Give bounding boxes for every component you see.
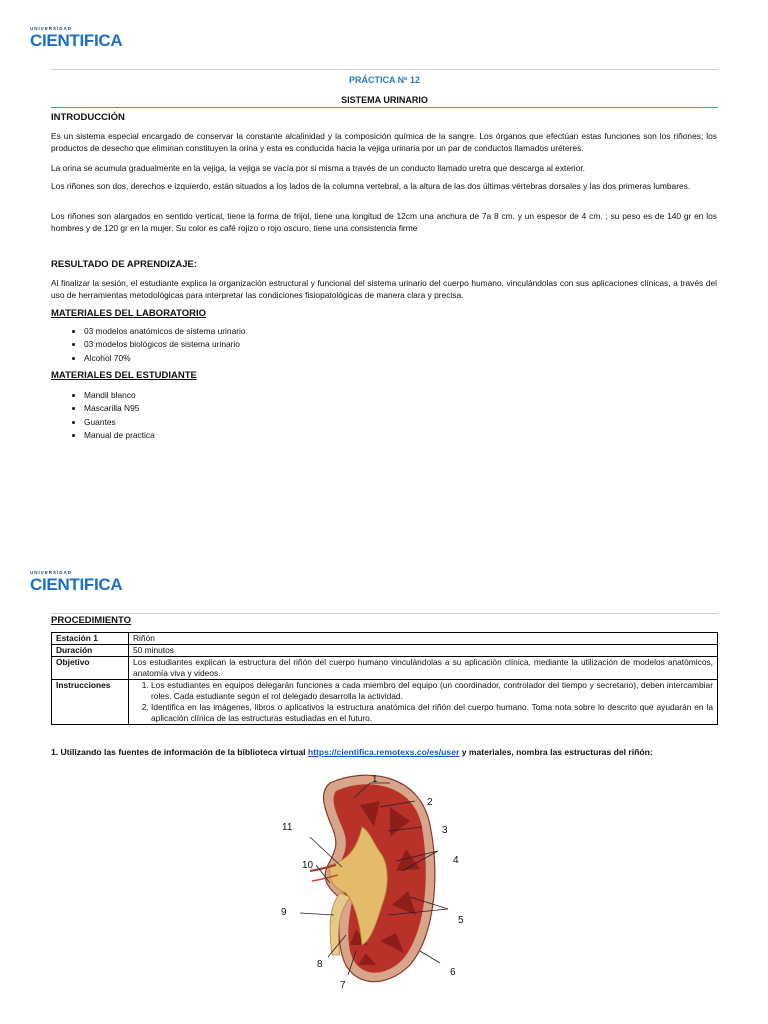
label-5: 5	[458, 915, 464, 926]
table-value: Riñón	[129, 633, 718, 645]
procedure-table	[51, 632, 718, 725]
list-item: • Alcohol 70%	[84, 352, 246, 365]
materiales-estudiante-heading: MATERIALES DEL ESTUDIANTE	[51, 370, 197, 381]
materiales-estudiante-list	[51, 389, 155, 442]
title-divider	[51, 107, 718, 108]
intro-paragraph-3: Los riñones son dos, derechos e izquierdo, están situados a los lados de la columna vertebral, a la altura de las dos últimas vértebras dorsales y las dos primeras lumbares.	[51, 181, 691, 191]
list-item: • Guantes	[84, 416, 155, 429]
label-10: 10	[302, 860, 314, 871]
instruction-item: 1. Los estudiantes en equipos delegarán funciones a cada miembro del equipo (un coordinador, controlador del tiempo y secretario), deben intercambiar roles. Cada estudiante según el rol delegado desarrolla la actividad.	[151, 680, 713, 702]
table-value: 50 minutos	[129, 645, 718, 657]
logo-name: CIENTIFICA	[30, 30, 123, 50]
label-6: 6	[450, 967, 456, 978]
question-1: 1. Utilizando las fuentes de información de la biblioteca virtual https://cientifica.remotexs.co/es/user y materiales, nombra las estructuras del riñón:	[51, 747, 653, 757]
materiales-lab-heading: MATERIALES DEL LABORATORIO	[51, 308, 206, 319]
label-7: 7	[340, 980, 346, 990]
intro-paragraph-1: Es un sistema especial encargado de conservar la constante alcalinidad y la composición química de la sangre. Los órganos que efectúan estas funciones son los riñones; los productos de desecho que eliminan constituyen la orina y esta es conducida hacia la vejiga urinaria por un par de conductos llamados uréteres.	[51, 131, 717, 154]
table-key: Instrucciones	[52, 680, 129, 725]
table-key: Estación 1	[52, 633, 129, 645]
list-item: • 03 modelos biológicos de sistema urinario	[84, 338, 246, 351]
instruction-item: 2. Identifica en las imágenes, libros o aplicativos la estructura anatómica del riñón del cuerpo humano. Toma nota sobre lo descrito que ayudarán en la aplicación clínica de las estructuras estudiadas en el futuro.	[151, 702, 713, 724]
table-row	[52, 657, 718, 680]
table-row	[52, 633, 718, 645]
biblioteca-link[interactable]: https://cientifica.remotexs.co/es/user	[307, 747, 460, 757]
list-item: • Mascarilla N95	[84, 402, 155, 415]
resultado-heading: RESULTADO DE APRENDIZAJE:	[51, 259, 198, 270]
logo-name: CIENTIFICA	[30, 574, 123, 594]
table-value: Los estudiantes explican la estructura del riñón del cuerpo humano vinculándolas a su aplicación clínica, mediante la utilización de modelos anatómicos, anatomía viva y videos.	[129, 657, 718, 680]
list-item: • Manual de practica	[84, 429, 155, 442]
table-row	[52, 645, 718, 657]
practice-title: SISTEMA URINARIO	[341, 95, 428, 105]
label-9: 9	[281, 907, 287, 918]
label-2: 2	[427, 797, 433, 808]
header-divider	[51, 69, 718, 70]
list-item: • Mandil blanco	[84, 389, 155, 402]
label-1: 1	[372, 774, 378, 785]
table-key: Duración	[52, 645, 129, 657]
intro-paragraph-4: Los riñones son alargados en sentido vertical, tiene la forma de frijol, tiene una longitud de 12cm una anchura de 7a 8 cm. y un espesor de 4 cm. ; su peso es de 140 gr en los hombres y de 120 gr en la mujer. Su color es café rojizo o rojo oscuro, tiene una consistencia firme	[51, 211, 717, 234]
table-key: Objetivo	[52, 657, 129, 680]
kidney-diagram	[270, 765, 480, 990]
resultado-paragraph: Al finalizar la sesión, el estudiante explica la organización estructural y funcional del sistema urinario del cuerpo humano, vinculándolas con sus aplicaciones clínicas, a través del uso de herramientas metodológicas para interpretar las condiciones fisiopatológicas de manera clara y precisa.	[51, 278, 717, 301]
intro-heading: INTRODUCCIÓN	[51, 112, 125, 123]
procedimiento-heading: PROCEDIMIENTO	[51, 615, 132, 626]
label-3: 3	[442, 825, 448, 836]
table-value	[129, 680, 718, 725]
header-divider-2	[51, 613, 718, 614]
label-11: 11	[282, 822, 293, 833]
university-logo: UNIVERSIDAD CIENTIFICA	[30, 26, 123, 50]
practice-number: PRÁCTICA Nº 12	[349, 75, 420, 85]
table-row	[52, 680, 718, 725]
intro-paragraph-2: La orina se acumula gradualmente en la vejiga, la vejiga se vacía por si misma a través de un conducto llamado uretra que descarga al exterior.	[51, 163, 585, 173]
label-4: 4	[453, 855, 459, 866]
label-8: 8	[317, 959, 323, 970]
list-item: • 03 modelos anatómicos de sistema urinario	[84, 325, 246, 338]
materiales-lab-list	[51, 325, 246, 365]
university-logo-2: UNIVERSIDAD CIENTIFICA	[30, 570, 123, 594]
